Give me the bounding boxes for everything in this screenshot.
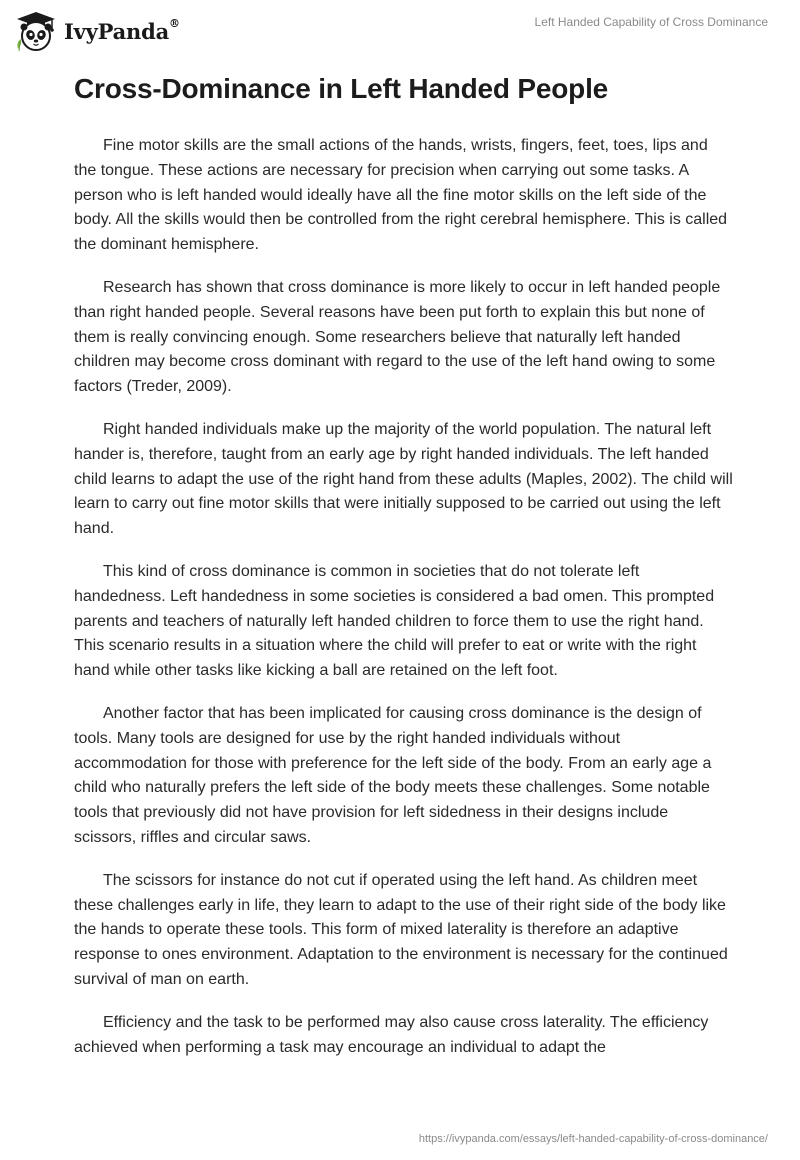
page-header — [0, 0, 800, 60]
article-paragraph: Fine motor skills are the small actions of the hands, wrists, fingers, feet, toes, lips and the tongue. These actions are necessary for precision when carrying out some tasks. A person who is left handed would ideally have all the fine motor skills on the left side of the body. All the skills would then be controlled from the right cerebral hemisphere. This is called the dominant hemisphere. — [74, 137, 728, 254]
article-paragraph: Efficiency and the task to be performed may also cause cross laterality. The efficiency achieved when performing a task may encourage an individual to adapt the — [74, 1013, 709, 1056]
source-url-link[interactable]: https://ivypanda.com/essays/left-handed-capability-of-cross-dominance/ — [418, 1133, 768, 1145]
ivypanda-logo-link[interactable] — [14, 8, 180, 54]
panda-logo-icon — [14, 9, 58, 53]
article-paragraph: Right handed individuals make up the majority of the world population. The natural left hander is, therefore, taught from an early age by right handed individuals. The left handed child learns to adapt the use of the right hand from these adults (Maples, 2002). The child will learn to carry out fine motor skills that were initially supposed to be carried out using the left hand. — [74, 420, 733, 538]
registered-mark: ® — [169, 16, 180, 30]
article-paragraph: Research has shown that cross dominance is more likely to occur in left handed people than right handed people. Several reasons have been put forth to explain this but none of them is really convincing enough. Some researchers believe that naturally left handed children may become cross dominant with regard to the use of the left hand owing to some factors (Treder, 2009). — [74, 278, 721, 396]
article-paragraph: The scissors for instance do not cut if operated using the left hand. As children meet these challenges early in life, they learn to adapt to the use of their right side of the body like the hands to operate these tools. This form of mixed laterality is therefore an adaptive response to ones environment. Adaptation to the environment is necessary for the continued survival of man on earth. — [74, 871, 728, 988]
article-title: Cross-Dominance in Left Handed People — [74, 73, 609, 104]
article-paragraph: Another factor that has been implicated for causing cross dominance is the design of tools. Many tools are designed for use by the right handed individuals without accommodation for those with preference for the left side of the body. From an early age a child who naturally prefers the left side of the body meets these challenges. Some notable tools that previously did not have provision for left sidedness in their designs include scissors, riffles and circular saws. — [74, 704, 712, 846]
article-body — [74, 134, 734, 1078]
brand-name — [64, 16, 180, 44]
article-paragraph: This kind of cross dominance is common in societies that do not tolerate left handedness. Left handedness in some societies is considered a bad omen. This prompted parents and teachers of naturally left handed children to force them to use the right hand. This scenario results in a situation where the child will prefer to eat or write with the right hand while other tasks like kicking a ball are retained on the left foot. — [74, 562, 715, 680]
brand-name-text: IvyPanda — [64, 18, 170, 44]
header-document-title: Left Handed Capability of Cross Dominance — [534, 15, 768, 29]
